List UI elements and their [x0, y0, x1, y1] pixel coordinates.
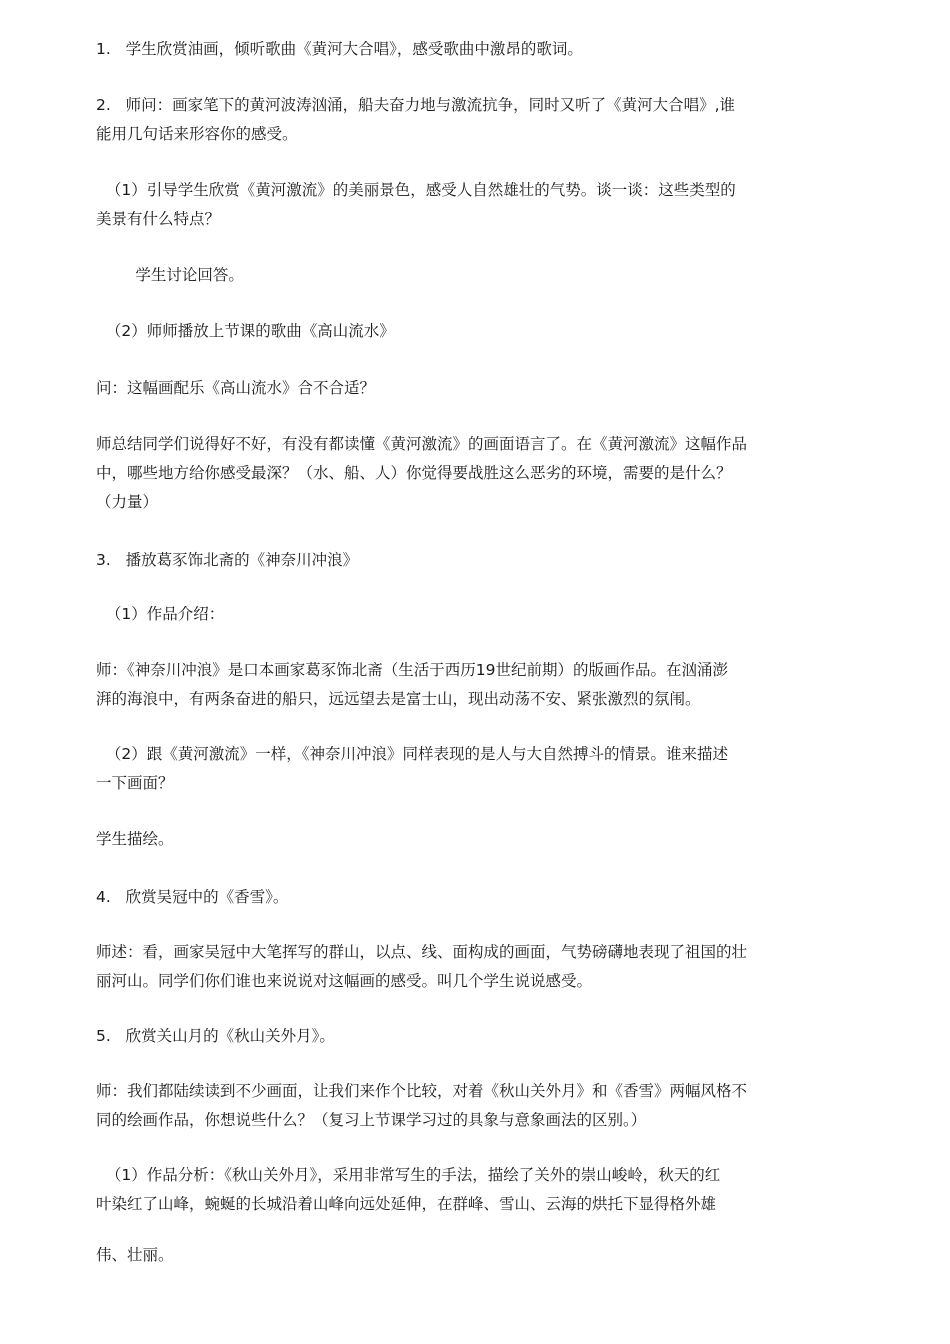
text-line: 湃的海浪中，有两条奋进的船只，远远望去是富士山，现出动荡不安、紧张激烈的氛闱。 — [96, 690, 701, 708]
text-line: （1）作品分析：《秋山关外月》，采用非常写生的手法，描绘了关外的崇山峻岭，秋天的红 — [96, 1166, 721, 1184]
text-line: （2）跟《黄河激流》一样，《神奈川冲浪》同样表现的是人与大自然搏斗的情景。谁来描述 — [96, 745, 728, 763]
text-line: 同的绘画作品，你想说些什么？（复习上节课学习过的具象与意象画法的区别。） — [96, 1111, 647, 1129]
text-line: 问：这幅画配乐《高山流水》合不合适？ — [96, 379, 376, 397]
paragraph-teacher-summary — [96, 430, 858, 517]
paragraph-item-4 — [96, 883, 858, 912]
paragraph-continuation — [96, 1241, 858, 1270]
text-line: 学生讨论回答。 — [96, 266, 244, 284]
paragraph-student-describe — [96, 825, 858, 854]
paragraph-subitem-2 — [96, 317, 858, 346]
text-line: 学生描绘。 — [96, 830, 174, 848]
paragraph-subitem-1 — [96, 176, 858, 234]
text-line: 2. 师问：画家笔下的黄河波涛汹涌，船夫奋力地与激流抗争，同时又听了《黄河大合唱》,谁 — [96, 96, 735, 114]
text-line: （1）引导学生欣赏《黄河激流》的美丽景色，感受人自然雄壮的气势。谈一谈：这些类型的 — [96, 181, 736, 199]
text-line: 3. 播放葛豕饰北斋的《神奈川冲浪》 — [96, 551, 359, 569]
paragraph-item-1 — [96, 35, 858, 64]
text-line: 师述：看，画家吴冠中大笔挥写的群山，以点、线、面构成的画面，气势磅礴地表现了祖国的壮 — [96, 943, 748, 961]
paragraph-item-3 — [96, 546, 858, 575]
paragraph-question — [96, 374, 858, 403]
paragraph-comparison — [96, 740, 858, 798]
paragraph-teacher-intro — [96, 656, 858, 714]
text-line: 丽河山。同学们你们谁也来说说对这幅画的感受。叫几个学生说说感受。 — [96, 972, 593, 990]
text-line: 叶染红了山峰，蜿蜒的长城沿着山峰向远处延伸，在群峰、雪山、云海的烘托下显得格外雄 — [96, 1195, 717, 1213]
text-line: 一下画面？ — [96, 774, 174, 792]
paragraph-work-intro — [96, 600, 858, 629]
text-line: （2）师师播放上节课的歌曲《高山流水》 — [96, 322, 395, 340]
paragraph-student-discussion — [96, 261, 858, 290]
paragraph-teacher-compare — [96, 1077, 858, 1135]
text-line: 能用几句话来形容你的感受。 — [96, 125, 298, 143]
paragraph-work-analysis — [96, 1161, 858, 1219]
text-line: 5. 欣赏关山月的《秋山关外月》。 — [96, 1027, 335, 1045]
text-line: 4. 欣赏吴冠中的《香雪》。 — [96, 888, 289, 906]
text-line: 师：我们都陆续读到不少画面，让我们来作个比较，对着《秋山关外月》和《香雪》两幅风格不 — [96, 1082, 748, 1100]
paragraph-teacher-question — [96, 91, 858, 149]
paragraph-item-5 — [96, 1022, 858, 1051]
text-line: （力量） — [96, 493, 159, 511]
text-line: 伟、壮丽。 — [96, 1246, 174, 1264]
paragraph-teacher-narration — [96, 938, 858, 996]
text-line: 师：《神奈川冲浪》是口本画家葛豕饰北斋（生活于西历19世纪前期）的版画作品。在汹涌澎 — [96, 661, 728, 679]
text-line: 中，哪些地方给你感受最深？（水、船、人）你觉得要战胜这么恶劣的环境，需要的是什么？ — [96, 464, 732, 482]
text-line: 1. 学生欣赏油画，倾听歌曲《黄河大合唱》，感受歌曲中激昂的歌词。 — [96, 40, 583, 58]
text-line: （1）作品介绍： — [96, 605, 225, 623]
text-line: 美景有什么特点？ — [96, 210, 221, 228]
text-line: 师总结同学们说得好不好，有没有都读懂《黄河激流》的画面语言了。在《黄河激流》这幅作品 — [96, 435, 748, 453]
